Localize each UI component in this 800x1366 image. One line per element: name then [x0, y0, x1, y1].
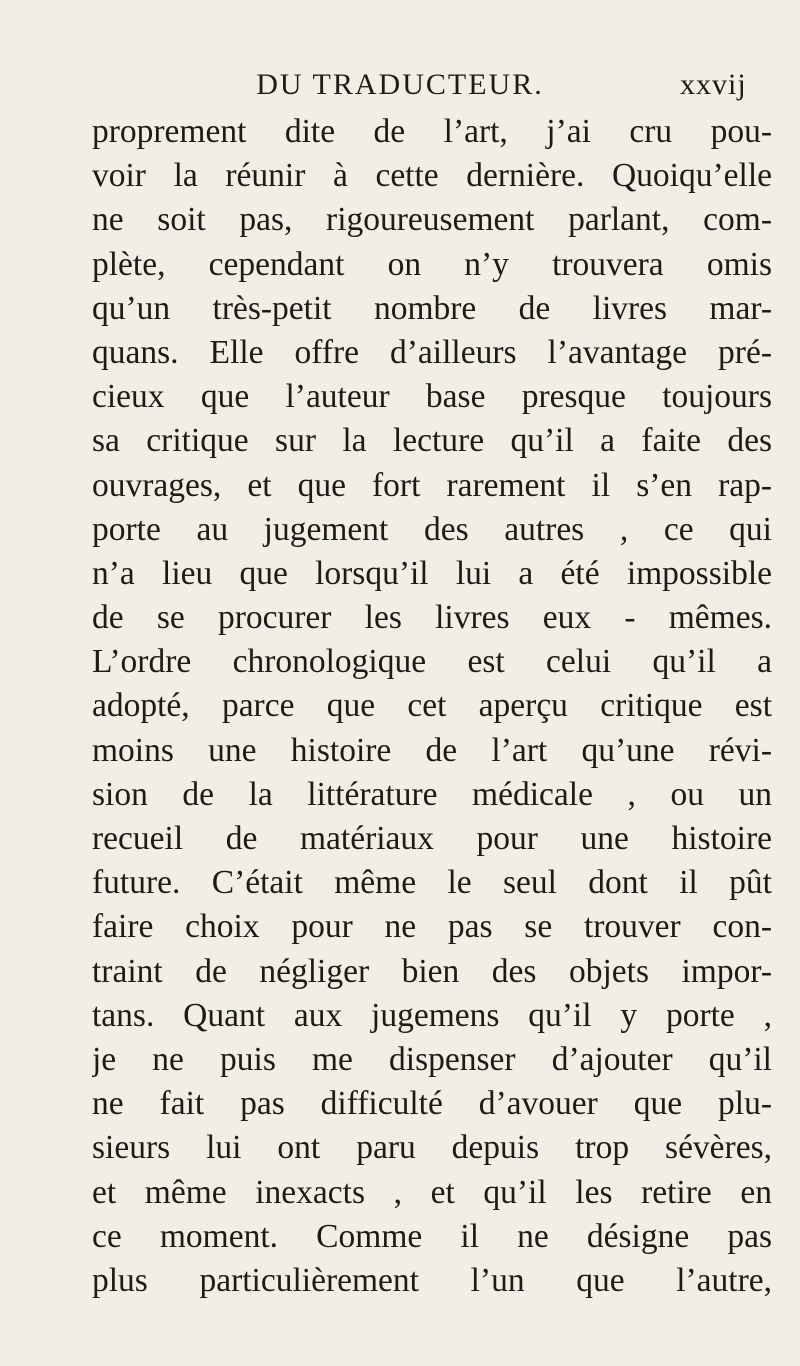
text-line: qu’un très-petit nombre de livres mar-	[92, 289, 772, 327]
text-line: cieux que l’auteur base presque toujours	[92, 378, 772, 416]
text-line: L’ordre chronologique est celui qu’il a	[92, 643, 772, 681]
running-head	[0, 68, 800, 108]
text-line: recueil de matériaux pour une histoire	[92, 820, 772, 857]
text-line: faire choix pour ne pas se trouver con-	[92, 908, 772, 946]
running-head-title: DU TRADUCTEUR.	[256, 68, 544, 101]
text-line: je ne puis me dispenser d’ajouter qu’il	[92, 1040, 772, 1078]
text-line: tans. Quant aux jugemens qu’il y porte ,	[92, 996, 772, 1034]
text-line: quans. Elle offre d’ailleurs l’avantage pré-	[92, 333, 772, 371]
body-text	[92, 110, 772, 1303]
text-line: plète, cependant on n’y trouvera omis	[92, 245, 772, 283]
text-line: ce moment. Comme il ne désigne pas	[92, 1217, 772, 1255]
text-line: voir la réunir à cette dernière. Quoiqu’elle	[92, 157, 772, 195]
text-line: sieurs lui ont paru depuis trop sévères,	[92, 1129, 772, 1167]
text-line: ouvrages, et que fort rarement il s’en rap-	[92, 466, 772, 504]
text-line: sion de la littérature médicale , ou un	[92, 775, 772, 813]
text-line: porte au jugement des autres , ce qui	[92, 510, 772, 548]
text-line: proprement dite de l’art, j’ai cru pou-	[92, 113, 772, 150]
page-number: xxvij	[680, 68, 747, 101]
text-line: plus particulièrement l’un que l’autre,	[92, 1261, 772, 1299]
text-line: adopté, parce que cet aperçu critique est	[92, 687, 772, 725]
text-line: et même inexacts , et qu’il les retire en	[92, 1173, 772, 1211]
text-line: n’a lieu que lorsqu’il lui a été impossible	[92, 554, 772, 592]
text-line: traint de négliger bien des objets impor-	[92, 952, 772, 990]
text-line: ne fait pas difficulté d’avouer que plu-	[92, 1085, 772, 1123]
text-line: ne soit pas, rigoureusement parlant, com-	[92, 201, 772, 239]
text-line: sa critique sur la lecture qu’il a faite des	[92, 422, 772, 460]
text-line: future. C’était même le seul dont il pût	[92, 864, 772, 902]
text-line: moins une histoire de l’art qu’une révi-	[92, 731, 772, 769]
text-line: de se procurer les livres eux - mêmes.	[92, 599, 772, 637]
